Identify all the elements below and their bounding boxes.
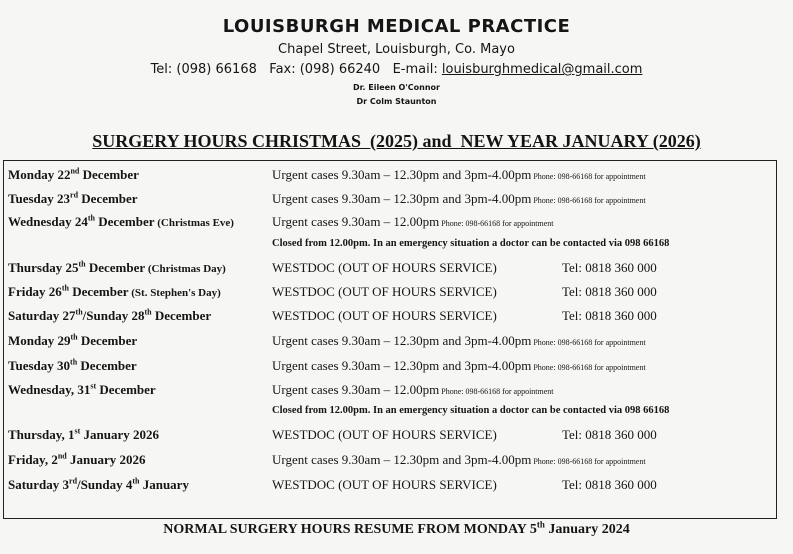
row-hours: WESTDOC (OUT OF HOURS SERVICE) [272,308,497,323]
row-day: Monday 29th December [8,332,138,348]
table-row [0,167,793,189]
doctor-name: Dr. Eileen O'Connor [353,83,440,92]
row-hours: Urgent cases 9.30am – 12.30pm and 3pm-4.00pm Phone: 098-66168 for appointment [272,452,646,467]
closed-note: Closed from 12.00pm. In an emergency situation a doctor can be contacted via 098 66168 [272,238,670,249]
table-row [0,427,793,449]
row-hours: WESTDOC (OUT OF HOURS SERVICE) [272,284,497,299]
row-day: Saturday 27th/Sunday 28th December [8,307,212,323]
table-row [0,284,793,306]
row-telephone: Tel: 0818 360 000 [562,260,657,275]
row-day: Saturday 3rd/Sunday 4th January [8,476,189,492]
table-row [0,214,793,236]
row-day: Tuesday 23rd December [8,190,138,206]
footer-notice: NORMAL SURGERY HOURS RESUME FROM MONDAY 5th January 2024 [163,519,630,537]
table-row [0,333,793,355]
page-title: SURGERY HOURS CHRISTMAS (2025) and NEW YEAR JANUARY (2026) [92,131,701,151]
row-hours: Urgent cases 9.30am – 12.30pm and 3pm-4.00pm Phone: 098-66168 for appointment [272,333,646,348]
doctor-name: Dr Colm Staunton [356,97,437,106]
row-hours: Urgent cases 9.30am – 12.30pm and 3pm-4.00pm Phone: 098-66168 for appointment [272,191,646,206]
row-telephone: Tel: 0818 360 000 [562,284,657,299]
row-day: Monday 22nd December [8,166,139,182]
table-row [0,452,793,474]
row-telephone: Tel: 0818 360 000 [562,308,657,323]
row-hours: Urgent cases 9.30am – 12.00pm Phone: 098-66168 for appointment [272,214,554,229]
row-telephone: Tel: 0818 360 000 [562,477,657,492]
email-label: E-mail: [392,62,438,77]
row-hours: WESTDOC (OUT OF HOURS SERVICE) [272,477,497,492]
row-day: Friday, 2nd January 2026 [8,451,146,467]
row-day: Wednesday, 31st December [8,381,156,397]
closed-note-row [0,405,793,427]
closed-note-row [0,238,793,260]
practice-address: Chapel Street, Louisburgh, Co. Mayo [278,42,515,57]
table-row [0,191,793,213]
row-day: Thursday 25th December (Christmas Day) [8,259,226,275]
row-hours: WESTDOC (OUT OF HOURS SERVICE) [272,427,497,442]
table-row [0,260,793,282]
row-day: Friday 26th December (St. Stephen's Day) [8,283,221,299]
row-day: Wednesday 24th December (Christmas Eve) [8,213,234,229]
row-day: Tuesday 30th December [8,357,137,373]
divider [3,518,777,519]
row-hours: Urgent cases 9.30am – 12.30pm and 3pm-4.00pm Phone: 098-66168 for appointment [272,358,646,373]
telephone: Tel: (098) 66168 [150,62,257,77]
fax: Fax: (098) 66240 [269,62,381,77]
table-row [0,477,793,499]
email-link[interactable]: louisburghmedical@gmail.com [441,62,643,77]
row-day: Thursday, 1st January 2026 [8,426,159,442]
row-hours: WESTDOC (OUT OF HOURS SERVICE) [272,260,497,275]
table-row [0,308,793,330]
practice-name: LOUISBURGH MEDICAL PRACTICE [222,16,571,37]
contact-line [0,62,793,77]
row-hours: Urgent cases 9.30am – 12.00pm Phone: 098-66168 for appointment [272,382,554,397]
row-telephone: Tel: 0818 360 000 [562,427,657,442]
table-row [0,382,793,404]
table-row [0,358,793,380]
closed-note: Closed from 12.00pm. In an emergency situation a doctor can be contacted via 098 66168 [272,405,670,416]
row-hours: Urgent cases 9.30am – 12.30pm and 3pm-4.00pm Phone: 098-66168 for appointment [272,167,646,182]
